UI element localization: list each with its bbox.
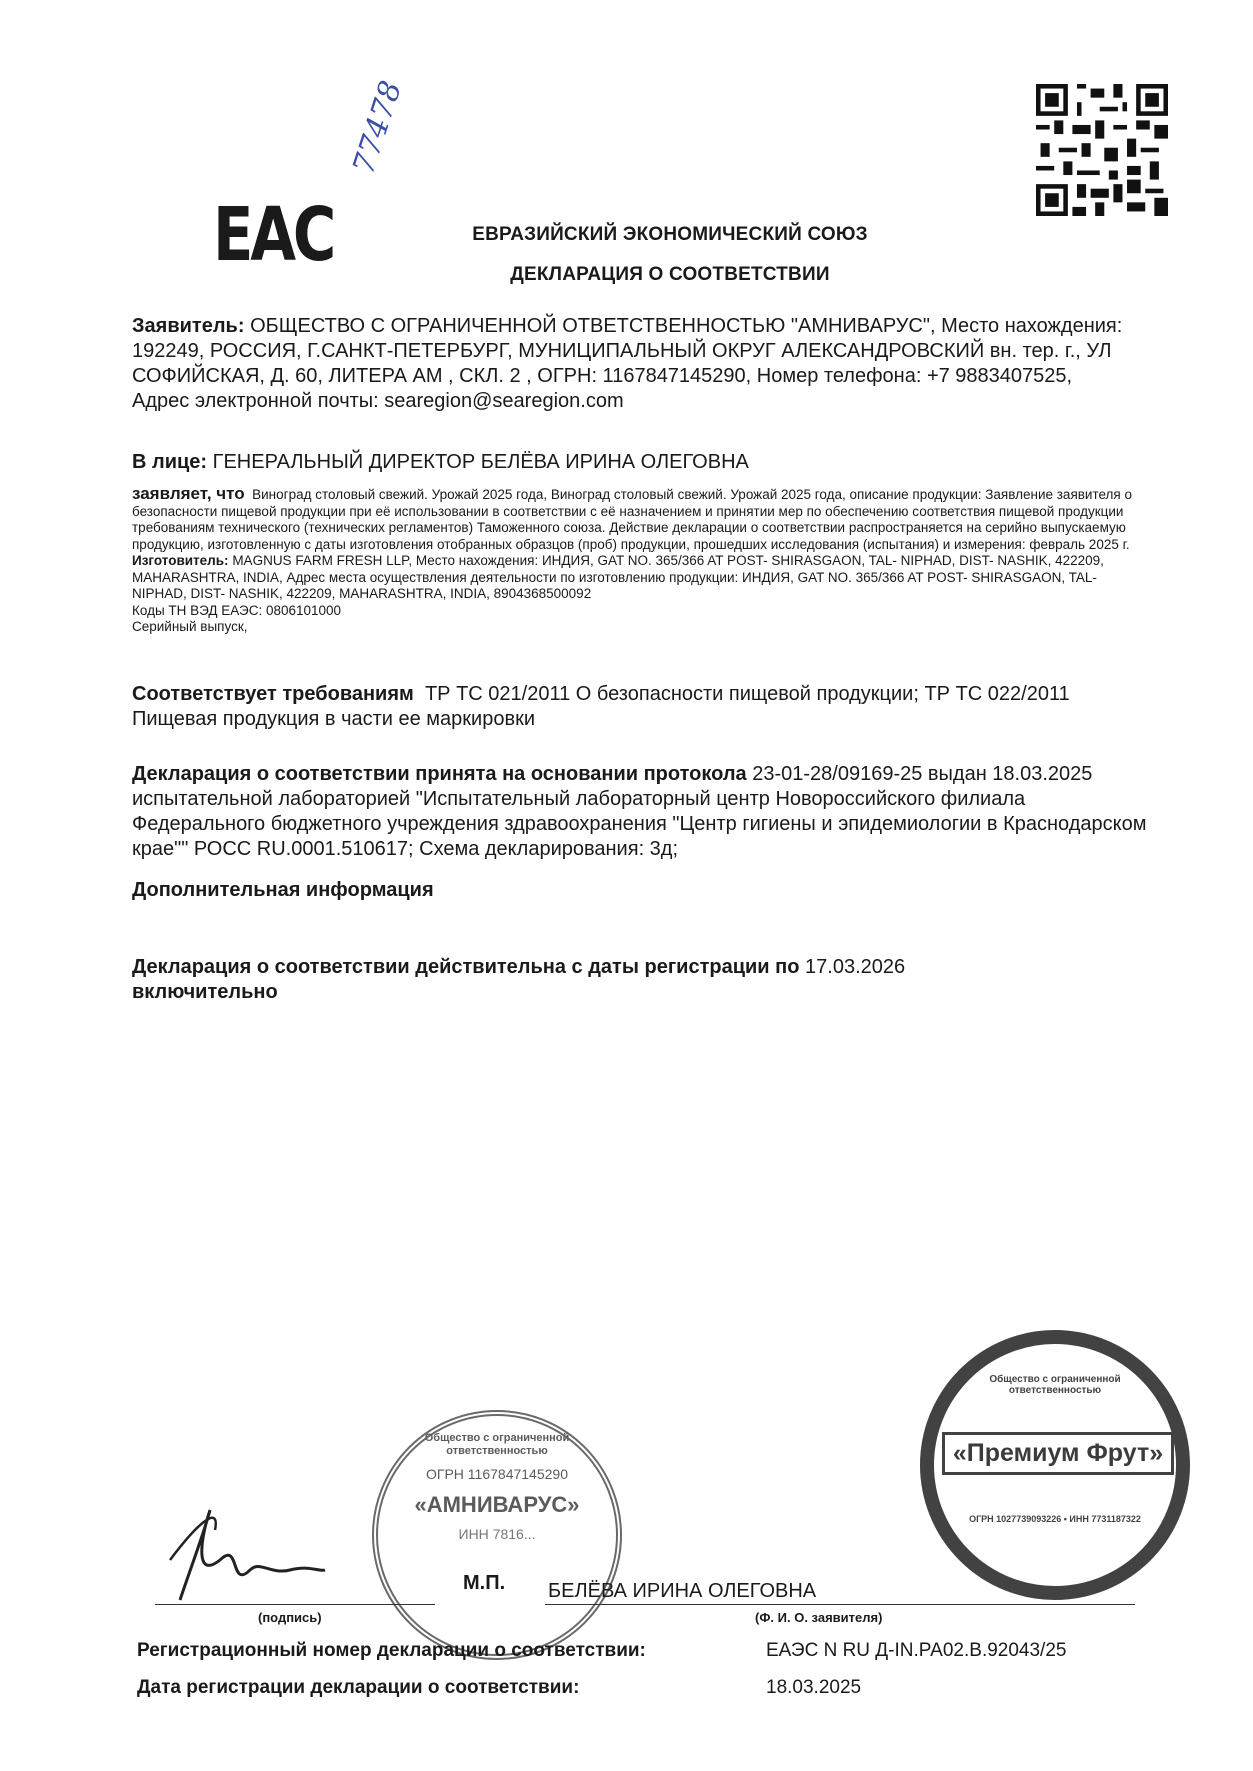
stamp-ogrn: ОГРН 1027739093226 • ИНН 7731187322 (969, 1514, 1141, 1524)
signature-caption: (подпись) (258, 1610, 322, 1625)
requirements-label: Соответствует требованиям (132, 683, 414, 705)
mp-label: М.П. (463, 1572, 506, 1594)
premium-fruit-stamp (920, 1330, 1190, 1600)
name-caption: (Ф. И. О. заявителя) (755, 1610, 883, 1625)
declares-text: Виноград столовый свежий. Урожай 2025 года, Виноград столовый свежий. Урожай 2025 года, описание продукции: Заявление заявителя о безопасности пищевой продукции при её использовании в соответствии с её назначением и принятии мер по обеспечению соответствия пищевой продукции требованиям технического (технических регламентов) Таможенного союза. Действие декларации о соответствии распространяется на серийно выпускаемую продукцию, изготовленную с даты изготовления отобранных образцов (проб) продукции, прошедших исследования (испытания) и измерения: февраль 2025 г. (132, 487, 1133, 552)
eac-logo: EAC (213, 192, 334, 278)
registration-date-label: Дата регистрации декларации о соответствии: (137, 1677, 580, 1698)
registration-date: 18.03.2025 (766, 1677, 862, 1698)
amnivarus-stamp (372, 1410, 622, 1660)
union-title: ЕВРАЗИЙСКИЙ ЭКОНОМИЧЕСКИЙ СОЮЗ (472, 224, 868, 245)
applicant-section (132, 314, 1132, 414)
applicant-name: БЕЛЁВА ИРИНА ОЛЕГОВНА (548, 1580, 817, 1602)
handwritten-number: 77478 (346, 76, 410, 179)
applicant-label: Заявитель: (132, 315, 245, 337)
stamp-ring-text: Общество с ограниченной ответственностью (989, 1374, 1121, 1396)
signature-line (155, 1604, 435, 1605)
basis-label: Декларация о соответствии принята на основании протокола (132, 763, 747, 785)
hs-codes: Коды ТН ВЭД ЕАЭС: 0806101000 (132, 602, 342, 618)
stamp-name: «АМНИВАРУС» (414, 1492, 580, 1517)
represented-section (132, 450, 1132, 475)
validity-label: Декларация о соответствии действительна с даты регистрации по (132, 956, 800, 978)
validity-section (132, 955, 1012, 1005)
additional-info-label: Дополнительная информация (132, 879, 434, 901)
stamp-ogrn: ОГРН 1167847145290 (426, 1466, 568, 1482)
requirements-text: ТР ТС 021/2011 О безопасности пищевой продукции; ТР ТС 022/2011 Пищевая продукция в части ее маркировки (132, 683, 1070, 730)
stamp-name: «Премиум Фрут» (942, 1432, 1174, 1475)
requirements-section (132, 682, 1092, 732)
applicant-text: ОБЩЕСТВО С ОГРАНИЧЕННОЙ ОТВЕТСТВЕННОСТЬЮ "АМНИВАРУС", Место нахождения: 192249, РОССИЯ, Г.САНКТ-ПЕТЕРБУРГ, МУНИЦИПАЛЬНЫЙ ОКРУГ АЛЕКСАНДРОВСКИЙ вн. тер. г., УЛ СОФИЙСКАЯ, Д. 60, ЛИТЕРА АМ , СКЛ. 2 , ОГРН: 1167847145290, Номер телефона: +7 9883407525, Адрес электронной почты: searegion@searegion.com (132, 315, 1123, 412)
represented-text: ГЕНЕРАЛЬНЫЙ ДИРЕКТОР БЕЛЁВА ИРИНА ОЛЕГОВНА (212, 451, 749, 473)
manufacturer-label: Изготовитель: (132, 553, 229, 568)
declares-label: заявляет, что (132, 484, 245, 503)
stamp-inn: ИНН 7816... (458, 1526, 536, 1542)
validity-suffix: включительно (132, 981, 278, 1003)
qr-code (1034, 84, 1170, 216)
represented-label: В лице: (132, 451, 208, 473)
validity-date: 17.03.2026 (805, 956, 906, 978)
serial-release: Серийный выпуск, (132, 619, 248, 634)
manufacturer-text: MAGNUS FARM FRESH LLP, Место нахождения: ИНДИЯ, GAT NO. 365/366 AT POST- SHIRASGAON, TAL- NIPHAD, DIST- NASHIK, 422209, MAHARASHTRA, INDIA, Адрес места осуществления деятельности по изготовлению продукции: ИНДИЯ, GAT NO. 365/366 AT POST- SHIRASGAON, TAL- NIPHAD, DIST- NASHIK, 422209, MAHARASHTRA, INDIA, 8904368500092 (132, 553, 1104, 601)
registration-number-label: Регистрационный номер декларации о соответствии: (137, 1640, 646, 1661)
stamp-ring-text: Общество с ограниченной ответственностью (424, 1432, 570, 1457)
registration-number: ЕАЭС N RU Д-IN.РА02.В.92043/25 (766, 1640, 1067, 1661)
declares-section (132, 486, 1142, 636)
basis-text: 23-01-28/09169-25 выдан 18.03.2025 испытательной лабораторией "Испытательный лабораторный центр Новороссийского филиала Федерального бюджетного учреждения здравоохранения "Центр гигиены и эпидемиологии в Краснодарском крае"" РОСС RU.0001.510617; Схема декларирования: 3д; (132, 763, 1147, 860)
name-line (545, 1604, 1135, 1605)
document-title: ДЕКЛАРАЦИЯ О СООТВЕТСТВИИ (510, 264, 830, 285)
signature (160, 1500, 330, 1610)
basis-section (132, 762, 1152, 862)
